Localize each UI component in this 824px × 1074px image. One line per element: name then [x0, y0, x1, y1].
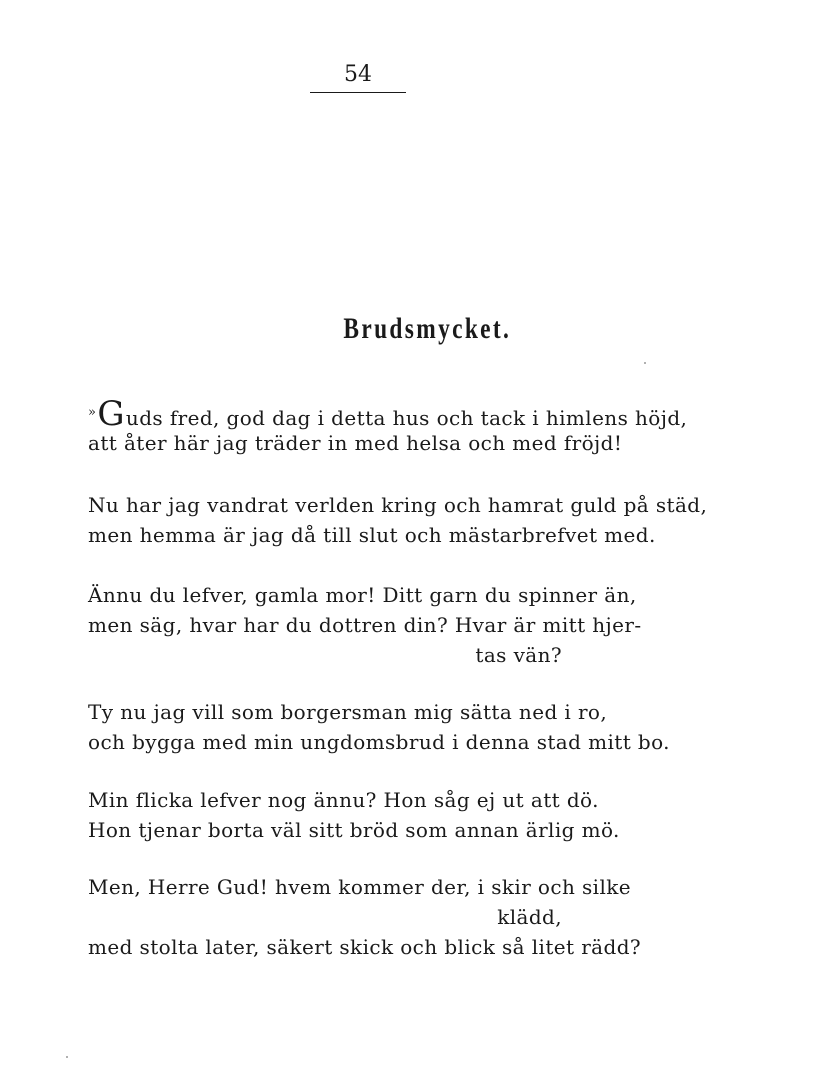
drop-cap: G — [97, 394, 125, 434]
verse-line: Hon tjenar borta väl sitt bröd som annan ärlig mö. — [88, 818, 620, 842]
verse-line-continuation: klädd, — [497, 905, 562, 929]
verse-line: med stolta later, säkert skick och blick så litet rädd? — [88, 935, 642, 959]
stanza-1 — [88, 394, 688, 458]
stanza-2 — [88, 490, 708, 550]
page-number: 54 — [344, 62, 372, 87]
stanza-5 — [88, 785, 628, 845]
verse-line: Nu har jag vandrat verlden kring och hamrat guld på städ, — [88, 493, 708, 517]
verse-line: men hemma är jag då till slut och mästarbrefvet med. — [88, 523, 656, 547]
poem-title: Brudsmycket. — [343, 312, 512, 345]
page-number-rule — [310, 92, 406, 93]
opening-quote: » — [88, 405, 97, 420]
verse-line: Ty nu jag vill som borgersman mig sätta ned i ro, — [88, 700, 608, 724]
verse-line: Min flicka lefver nog ännu? Hon såg ej ut att dö. — [88, 788, 599, 812]
stanza-3 — [88, 580, 642, 670]
verse-line: Ännu du lefver, gamla mor! Ditt garn du spinner än, — [88, 583, 637, 607]
verse-line-continuation: tas vän? — [475, 643, 562, 667]
stanza-4 — [88, 697, 670, 757]
verse-line: Men, Herre Gud! hvem kommer der, i skir och silke — [88, 875, 631, 899]
stanza-6 — [88, 872, 642, 962]
verse-line-text: uds fred, god dag i detta hus och tack i himlens höjd, — [125, 406, 688, 430]
paper-speck — [644, 362, 646, 364]
paper-speck — [66, 1056, 68, 1058]
verse-line: att åter här jag träder in med helsa och med fröjd! — [88, 431, 623, 455]
verse-line: och bygga med min ungdomsbrud i denna stad mitt bo. — [88, 730, 670, 754]
verse-line — [88, 394, 688, 434]
verse-line: men säg, hvar har du dottren din? Hvar är mitt hjer- — [88, 613, 642, 637]
